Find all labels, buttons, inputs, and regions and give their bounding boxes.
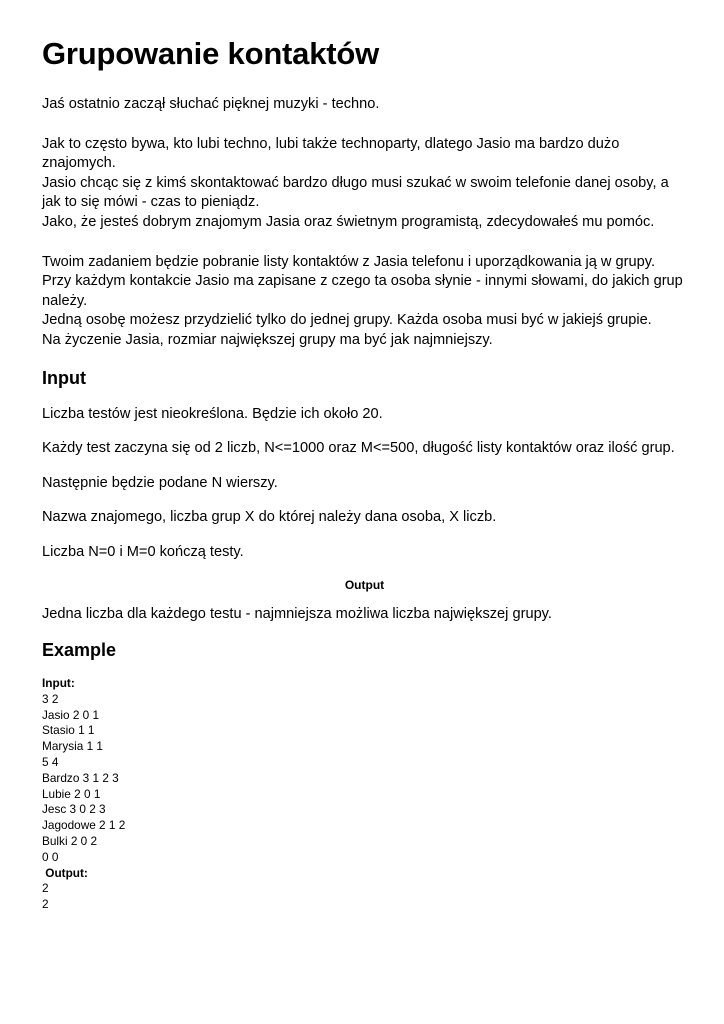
problem-statement [42,30,687,913]
example-input-label: Input: [42,676,75,691]
example-input-line: Lubie 2 0 1 [42,786,101,801]
example-input-line: Bulki 2 0 2 [42,834,98,849]
output-paragraph: Jedna liczba dla każdego testu - najmniejsza możliwa liczba największej grupy. [42,605,552,622]
input-paragraph-2: Każdy test zaczyna się od 2 liczb, N<=1000 oraz M<=500, długość listy kontaktów oraz ilość grup. [42,440,675,457]
example-output-label: Output: [42,865,88,880]
intro-paragraph-3: Jasio chcąc się z kimś skontaktować bardzo długo musi szukać w swoim telefonie danej osoby, a jak to się mówi - czas to pieniądz. [42,174,669,211]
input-paragraph-4: Nazwa znajomego, liczba grup X do której należy dana osoba, X liczb. [42,509,497,526]
example-input-line: 5 4 [42,755,59,770]
example-input-line: Jagodowe 2 1 2 [42,818,126,833]
example-output-line: 2 [42,881,49,896]
example-input-line: Bardzo 3 1 2 3 [42,770,119,785]
intro-paragraph-8: Na życzenie Jasia, rozmiar największej grupy ma być jak najmniejszy. [42,331,493,348]
input-heading: Input [42,367,86,388]
example-input-line: Stasio 1 1 [42,723,95,738]
input-paragraph-3: Następnie będzie podane N wierszy. [42,474,278,491]
example-input-line: Marysia 1 1 [42,739,103,754]
example-block [42,676,687,913]
input-paragraph-5: Liczba N=0 i M=0 kończą testy. [42,543,244,560]
intro-paragraph-6: Przy każdym kontakcie Jasio ma zapisane z czego ta osoba słynie - innymi słowami, do jakich grup należy. [42,273,683,309]
example-input-line: Jesc 3 0 2 3 [42,802,106,817]
example-output-line: 2 [42,897,49,912]
intro-paragraph-4: Jako, że jesteś dobrym znajomym Jasia oraz świetnym programistą, zdecydowałeś mu pomóc. [42,213,655,230]
page-title: Grupowanie kontaktów [42,36,380,71]
example-heading: Example [42,640,117,661]
output-heading: Output [344,577,385,592]
intro-paragraph-7: Jedną osobę możesz przydzielić tylko do jednej grupy. Każda osoba musi być w jakiejś grupie. [42,312,652,329]
intro-paragraph-1: Jaś ostatnio zaczął słuchać pięknej muzyki - techno. [42,96,380,112]
intro-paragraph-2: Jak to często bywa, kto lubi techno, lubi także technoparty, dlatego Jasio ma bardzo dużo znajomych. [42,135,620,172]
intro-paragraph-5: Twoim zadaniem będzie pobranie listy kontaktów z Jasia telefonu i uporządkowania ją w grupy. [42,253,655,270]
example-input-line: 3 2 [42,691,59,706]
example-input-line: 0 0 [42,849,59,864]
input-paragraph-1: Liczba testów jest nieokreślona. Będzie ich około 20. [42,405,383,422]
example-input-line: Jasio 2 0 1 [42,707,100,722]
